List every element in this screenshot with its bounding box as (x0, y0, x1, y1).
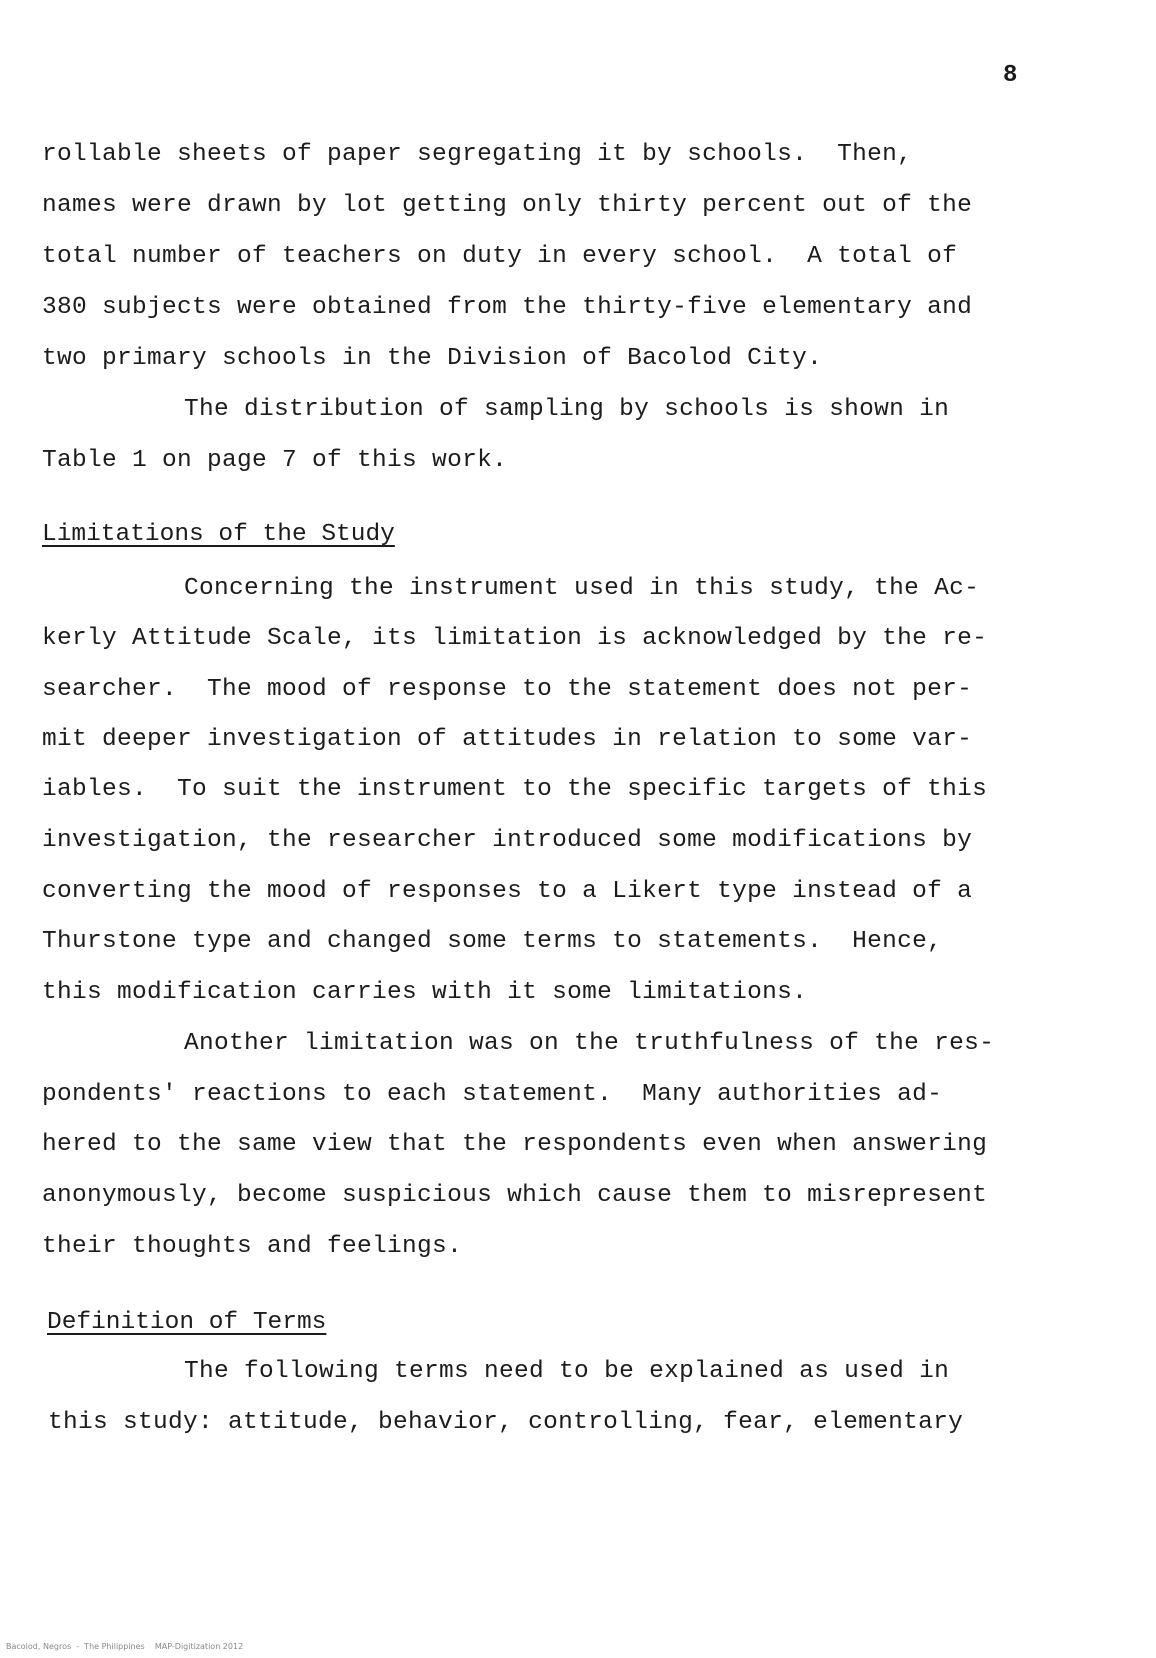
paragraph-3-line-9: this modification carries with it some limitations. (42, 979, 808, 1006)
paragraph-3-line-7: converting the mood of responses to a Likert type instead of a (42, 878, 973, 905)
paragraph-3-line-6: investigation, the researcher introduced some modifications by (42, 827, 973, 854)
paragraph-2-line-1: The distribution of sampling by schools is shown in (184, 396, 950, 423)
footer-scan-note: Bacolod, Negros - The Philippines MAP-Digitization 2012 (6, 1642, 244, 1651)
paragraph-3-line-5: iables. To suit the instrument to the specific targets of this (42, 776, 988, 803)
paragraph-4-line-1: Another limitation was on the truthfulness of the res- (184, 1030, 995, 1057)
paragraph-4-line-5: their thoughts and feelings. (42, 1233, 463, 1260)
heading-limitations-of-the-study: Limitations of the Study (42, 521, 395, 548)
paragraph-3-line-1: Concerning the instrument used in this study, the Ac- (184, 575, 980, 602)
paragraph-1-line-1: rollable sheets of paper segregating it by schools. Then, (42, 141, 913, 168)
paragraph-2-line-2: Table 1 on page 7 of this work. (42, 447, 508, 474)
paragraph-1-line-5: two primary schools in the Division of Bacolod City. (42, 345, 823, 372)
paragraph-1-line-4: 380 subjects were obtained from the thirty-five elementary and (42, 294, 973, 321)
paragraph-3-line-4: mit deeper investigation of attitudes in relation to some var- (42, 726, 973, 753)
heading-definition-of-terms: Definition of Terms (47, 1309, 327, 1336)
paragraph-1-line-3: total number of teachers on duty in every school. A total of (42, 243, 958, 270)
paragraph-3-line-8: Thurstone type and changed some terms to statements. Hence, (42, 928, 943, 955)
page-number: 8 (1003, 62, 1018, 89)
paragraph-4-line-3: hered to the same view that the respondents even when answering (42, 1131, 988, 1158)
paragraph-3-line-3: searcher. The mood of response to the statement does not per- (42, 676, 973, 703)
paragraph-3-line-2: kerly Attitude Scale, its limitation is acknowledged by the re- (42, 625, 988, 652)
paragraph-5-line-2: this study: attitude, behavior, controlling, fear, elementary (48, 1409, 964, 1436)
paragraph-5-line-1: The following terms need to be explained as used in (184, 1358, 950, 1385)
paragraph-4-line-4: anonymously, become suspicious which cause them to misrepresent (42, 1182, 988, 1209)
paragraph-4-line-2: pondents' reactions to each statement. Many authorities ad- (42, 1081, 943, 1108)
paragraph-1-line-2: names were drawn by lot getting only thirty percent out of the (42, 192, 973, 219)
